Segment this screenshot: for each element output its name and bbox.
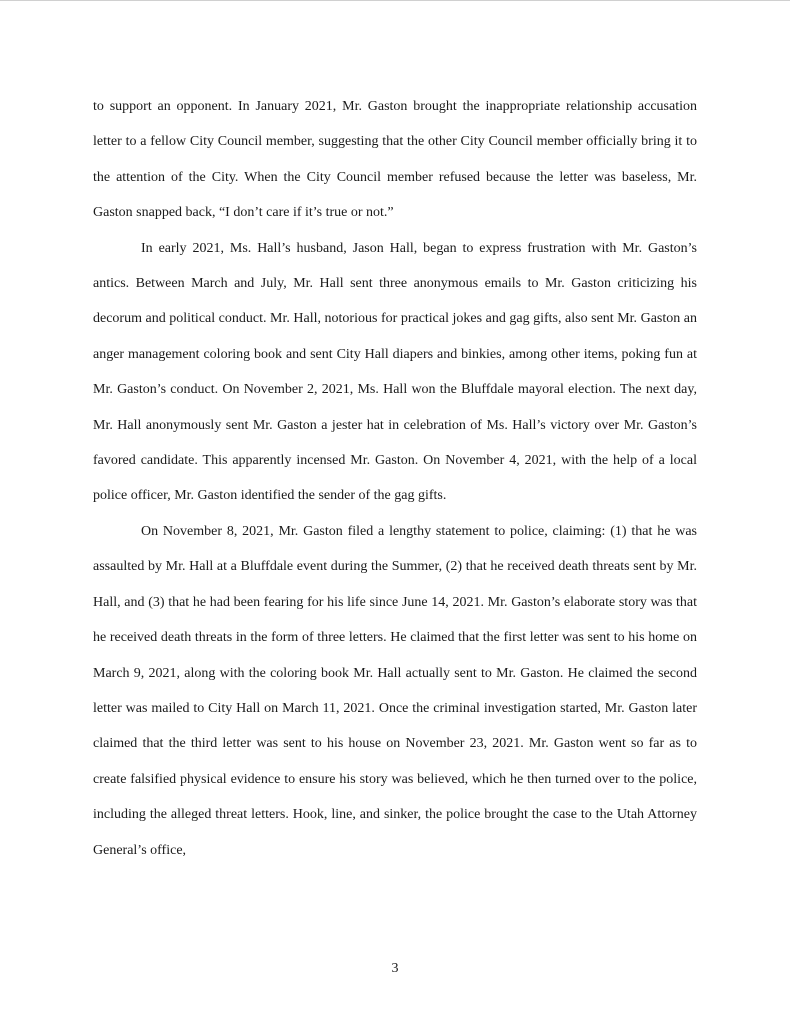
paragraph-hall-frustration: In early 2021, Ms. Hall’s husband, Jason Hall, began to express frustration with Mr. Gaston’s antics. Between March and July, Mr. Hall sent three anonymous emails to Mr. Gaston criticizing his decorum and political conduct. Mr. Hall, notorious for practical jokes and gag gifts, also sent Mr. Gaston an anger management coloring book and sent City Hall diapers and binkies, among other items, poking fun at Mr. Gaston’s conduct. On November 2, 2021, Ms. Hall won the Bluffdale mayoral election. The next day, Mr. Hall anonymously sent Mr. Gaston a jester hat in celebration of Ms. Hall’s victory over Mr. Gaston’s favored candidate. This apparently incensed Mr. Gaston. On November 4, 2021, with the help of a local police officer, Mr. Gaston identified the sender of the gag gifts. bbox=[93, 240, 697, 504]
paragraph-police-statement: On November 8, 2021, Mr. Gaston filed a lengthy statement to police, claiming: (1) that he was assaulted by Mr. Hall at a Bluffdale event during the Summer, (2) that he received death threats sent by Mr. Hall, and (3) that he had been fearing for his life since June 14, 2021. Mr. Gaston’s elaborate story was that he received death threats in the form of three letters. He claimed that the first letter was sent to his home on March 9, 2021, along with the coloring book Mr. Hall actually sent to Mr. Gaston. He claimed the second letter was mailed to City Hall on March 11, 2021. Once the criminal investigation started, Mr. Gaston later claimed that the third letter was sent to his house on November 23, 2021. Mr. Gaston went so far as to create falsified physical evidence to ensure his story was believed, which he then turned over to the police, including the alleged threat letters. Hook, line, and sinker, the police brought the case to the Utah Attorney General’s office, bbox=[93, 523, 697, 858]
document-body bbox=[93, 89, 697, 868]
page-number: 3 bbox=[391, 961, 399, 976]
paragraph-continuation: to support an opponent. In January 2021, Mr. Gaston brought the inappropriate relationship accusation letter to a fellow City Council member, suggesting that the other City Council member officially bring it to the attention of the City. When the City Council member refused because the letter was baseless, Mr. Gaston snapped back, “I don’t care if it’s true or not.” bbox=[93, 99, 697, 221]
